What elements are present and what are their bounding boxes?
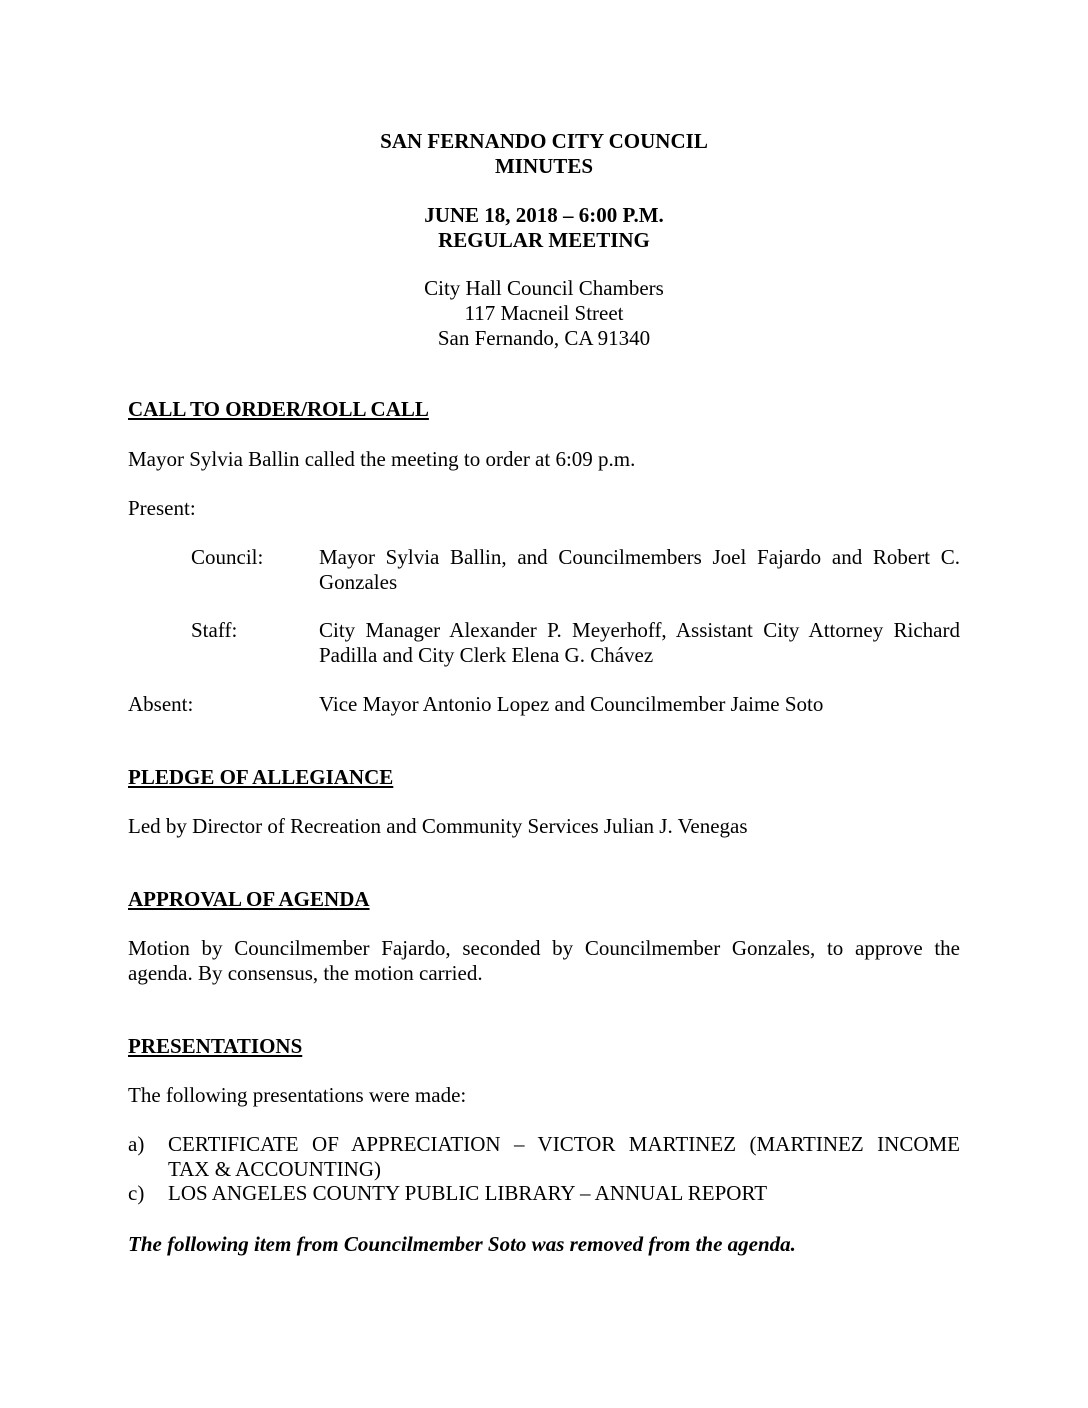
presentation-item: [168, 1181, 960, 1206]
absent-label: Absent:: [128, 692, 194, 716]
council-line-1: Mayor Sylvia Ballin, and Councilmembers Joel Fajardo and Robert C.: [319, 545, 960, 569]
pledge-text: Led by Director of Recreation and Community Services Julian J. Venegas: [128, 814, 748, 838]
council-label: Council:: [191, 545, 264, 569]
agenda-line-2: agenda. By consensus, the motion carried.: [128, 961, 483, 985]
heading-approval-of-agenda: APPROVAL OF AGENDA: [128, 887, 370, 911]
location-line-3: San Fernando, CA 91340: [437, 326, 651, 350]
presentations-intro: The following presentations were made:: [128, 1083, 467, 1107]
meeting-date: JUNE 18, 2018 – 6:00 P.M.: [424, 203, 664, 227]
location-line-1: City Hall Council Chambers: [424, 276, 664, 300]
meeting-date-block: [0, 203, 1088, 253]
staff-line-1: City Manager Alexander P. Meyerhoff, Assistant City Attorney Richard: [319, 618, 960, 642]
council-members: [319, 545, 960, 595]
meeting-type: REGULAR MEETING: [438, 228, 650, 252]
location-line-2: 117 Macneil Street: [464, 301, 624, 325]
staff-line-2: Padilla and City Clerk Elena G. Chávez: [319, 643, 654, 667]
presentation-item-letter: c): [128, 1181, 145, 1205]
heading-pledge: PLEDGE OF ALLEGIANCE: [128, 765, 394, 789]
absent-members: Vice Mayor Antonio Lopez and Councilmember Jaime Soto: [319, 692, 824, 716]
meeting-location: [0, 276, 1088, 351]
presentation-item-line-1: CERTIFICATE OF APPRECIATION – VICTOR MARTINEZ (MARTINEZ INCOME: [168, 1132, 960, 1156]
council-line-2: Gonzales: [319, 570, 398, 594]
presentation-item-line-1: LOS ANGELES COUNTY PUBLIC LIBRARY – ANNUAL REPORT: [168, 1181, 768, 1205]
agenda-line-1: Motion by Councilmember Fajardo, seconded by Councilmember Gonzales, to approve the: [128, 936, 960, 960]
title-line-1: SAN FERNANDO CITY COUNCIL: [380, 129, 708, 153]
heading-presentations: PRESENTATIONS: [128, 1034, 303, 1058]
presentation-item: [168, 1132, 960, 1182]
heading-call-to-order: CALL TO ORDER/ROLL CALL: [128, 397, 429, 421]
present-label: Present:: [128, 496, 196, 520]
document-title: [0, 129, 1088, 179]
title-line-2: MINUTES: [494, 154, 594, 178]
presentation-item-line-2: TAX & ACCOUNTING): [168, 1157, 381, 1181]
call-to-order-text: Mayor Sylvia Ballin called the meeting to order at 6:09 p.m.: [128, 447, 636, 471]
presentation-item-letter: a): [128, 1132, 145, 1156]
staff-label: Staff:: [191, 618, 238, 642]
agenda-motion: [128, 936, 960, 986]
removed-item-note: The following item from Councilmember Soto was removed from the agenda.: [128, 1232, 796, 1256]
staff-members: [319, 618, 960, 668]
